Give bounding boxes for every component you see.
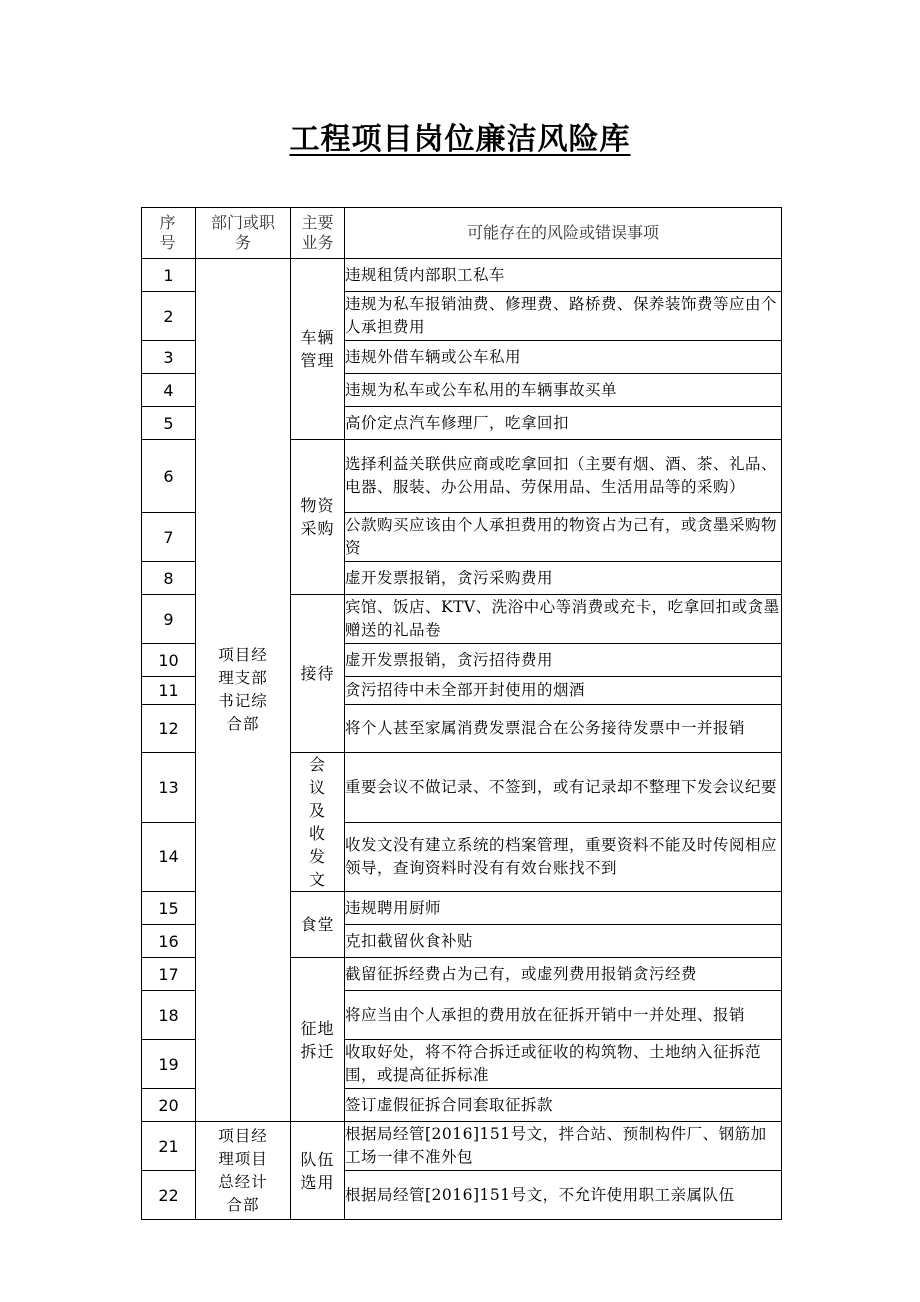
- row-number: 17: [142, 958, 196, 991]
- risk-item: 根据局经管[2016]151号文，不允许使用职工亲属队伍: [345, 1171, 782, 1220]
- header-biz: 主要业务: [291, 208, 345, 259]
- row-number: 13: [142, 753, 196, 823]
- page-title: 工程项目岗位廉洁风险库: [289, 122, 631, 157]
- row-number: 18: [142, 991, 196, 1040]
- row-number: 19: [142, 1040, 196, 1089]
- risk-item: 违规为私车或公车私用的车辆事故买单: [345, 374, 782, 407]
- row-number: 22: [142, 1171, 196, 1220]
- row-number: 6: [142, 440, 196, 513]
- header-dept: 部门或职务: [196, 208, 291, 259]
- row-number: 8: [142, 562, 196, 595]
- risk-item: 将应当由个人承担的费用放在征拆开销中一并处理、报销: [345, 991, 782, 1040]
- risk-table: [141, 207, 782, 1220]
- row-number: 2: [142, 292, 196, 341]
- risk-item: 高价定点汽车修理厂，吃拿回扣: [345, 407, 782, 440]
- risk-item: 克扣截留伙食补贴: [345, 925, 782, 958]
- risk-item: 截留征拆经费占为己有，或虚列费用报销贪污经费: [345, 958, 782, 991]
- risk-item: 收发文没有建立系统的档案管理，重要资料不能及时传阅相应领导，查询资料时没有有效台账找不到: [345, 822, 782, 892]
- business-cell: 食堂: [291, 892, 345, 958]
- row-number: 1: [142, 259, 196, 292]
- header-row: [142, 208, 782, 259]
- risk-item: 违规外借车辆或公车私用: [345, 341, 782, 374]
- risk-item: 选择利益关联供应商或吃拿回扣（主要有烟、酒、茶、礼品、电器、服装、办公用品、劳保用品、生活用品等的采购）: [345, 440, 782, 513]
- department-cell: 项目经理支部书记综合部: [196, 259, 291, 1122]
- risk-item: 虚开发票报销，贪污招待费用: [345, 644, 782, 677]
- row-number: 16: [142, 925, 196, 958]
- risk-item: 签订虚假征拆合同套取征拆款: [345, 1089, 782, 1122]
- risk-item: 重要会议不做记录、不签到，或有记录却不整理下发会议纪要: [345, 753, 782, 823]
- row-number: 3: [142, 341, 196, 374]
- business-cell: 车辆管理: [291, 259, 345, 440]
- table-row: [142, 1122, 782, 1171]
- header-risk: 可能存在的风险或错误事项: [345, 208, 782, 259]
- risk-item: 宾馆、饭店、KTV、洗浴中心等消费或充卡，吃拿回扣或贪墨赠送的礼品卷: [345, 595, 782, 644]
- row-number: 11: [142, 677, 196, 705]
- row-number: 5: [142, 407, 196, 440]
- risk-item: 违规聘用厨师: [345, 892, 782, 925]
- risk-item: 违规租赁内部职工私车: [345, 259, 782, 292]
- risk-item: 将个人甚至家属消费发票混合在公务接待发票中一并报销: [345, 705, 782, 753]
- risk-item: 公款购买应该由个人承担费用的物资占为己有，或贪墨采购物资: [345, 513, 782, 562]
- business-cell: 队伍选用: [291, 1122, 345, 1220]
- risk-item: 虚开发票报销，贪污采购费用: [345, 562, 782, 595]
- risk-item: 贪污招待中未全部开封使用的烟酒: [345, 677, 782, 705]
- row-number: 15: [142, 892, 196, 925]
- department-cell: 项目经理项目总经计合部: [196, 1122, 291, 1220]
- header-num: 序号: [142, 208, 196, 259]
- table-row: [142, 259, 782, 292]
- business-cell: 物资采购: [291, 440, 345, 595]
- row-number: 7: [142, 513, 196, 562]
- business-cell: 会议及收发文: [291, 753, 345, 892]
- row-number: 21: [142, 1122, 196, 1171]
- risk-item: 违规为私车报销油费、修理费、路桥费、保养装饰费等应由个人承担费用: [345, 292, 782, 341]
- row-number: 14: [142, 822, 196, 892]
- business-cell: 征地拆迁: [291, 958, 345, 1122]
- row-number: 9: [142, 595, 196, 644]
- row-number: 12: [142, 705, 196, 753]
- row-number: 20: [142, 1089, 196, 1122]
- risk-item: 收取好处，将不符合拆迁或征收的构筑物、土地纳入征拆范围，或提高征拆标准: [345, 1040, 782, 1089]
- row-number: 10: [142, 644, 196, 677]
- risk-item: 根据局经管[2016]151号文，拌合站、预制构件厂、钢筋加工场一律不准外包: [345, 1122, 782, 1171]
- business-cell: 接待: [291, 595, 345, 753]
- row-number: 4: [142, 374, 196, 407]
